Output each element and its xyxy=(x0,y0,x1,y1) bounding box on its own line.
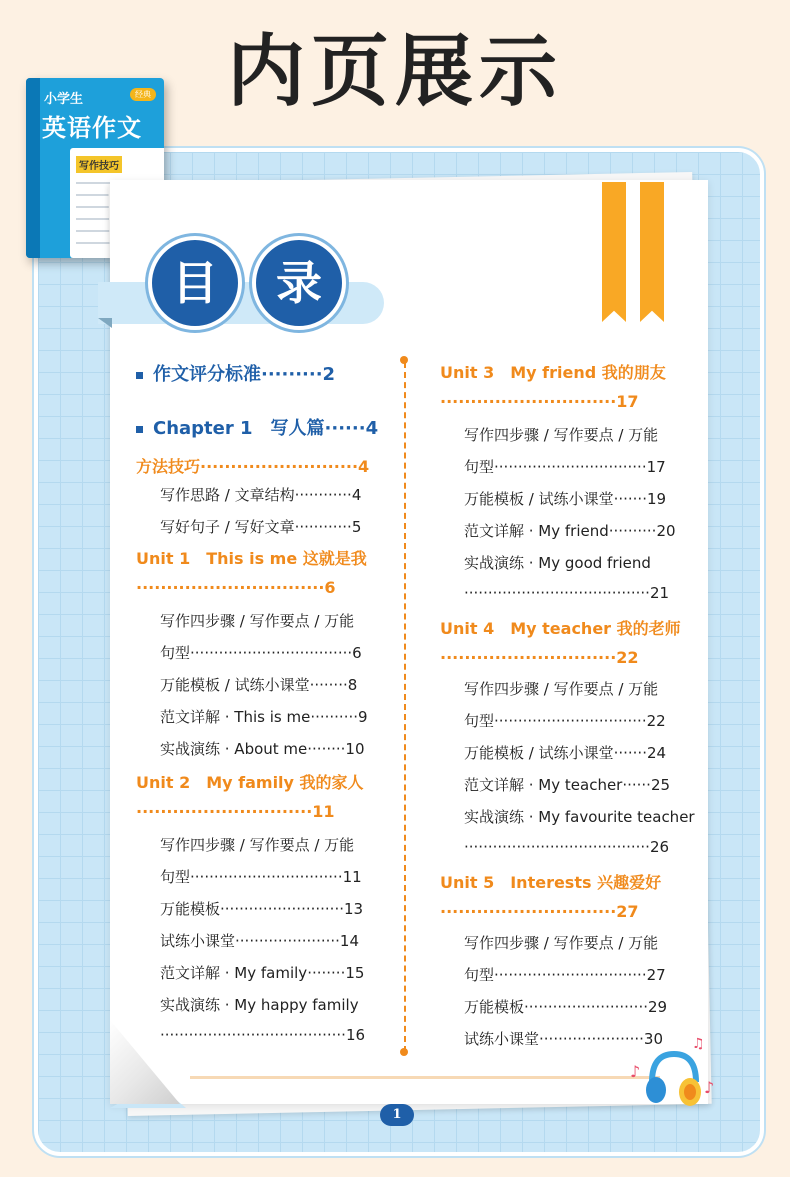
music-note-icon: ♪ xyxy=(630,1062,641,1081)
toc-page-number: 19 xyxy=(646,490,667,508)
toc-entry xyxy=(160,930,359,951)
toc-page-number: 11 xyxy=(342,868,362,886)
toc-entry xyxy=(464,774,670,795)
toc-page-number: 10 xyxy=(345,740,365,758)
toc-unit-heading xyxy=(440,870,661,893)
toc-entry-text: Unit 1 This is me 这就是我 xyxy=(136,549,367,568)
toc-page-number: 13 xyxy=(344,900,364,918)
toc-entry-text: 万能模板 / 试练小课堂 xyxy=(464,490,614,508)
toc-entry-text: Unit 5 Interests 兴趣爱好 xyxy=(440,873,662,892)
toc-chapter-heading xyxy=(136,360,335,386)
toc-entry xyxy=(464,742,666,763)
toc-page-number: 11 xyxy=(312,802,335,821)
toc-entry-text: 万能模板 / 试练小课堂 xyxy=(160,676,310,694)
toc-entry xyxy=(160,962,364,983)
toc-leader-dots: ······ xyxy=(622,776,651,794)
toc-entry-text: 写作四步骤 / 写作要点 / 万能 xyxy=(464,426,659,444)
toc-leader-dots: ·········· xyxy=(310,708,359,726)
toc-entry-text: 实战演练 · My happy family xyxy=(160,996,359,1014)
toc-entry-text: 写作思路 / 文章结构 xyxy=(160,486,295,504)
toc-leader-dots: ································ xyxy=(494,712,647,730)
toc-leader-dots: ·························· xyxy=(220,900,344,918)
toc-leader-dots: ······· xyxy=(613,744,647,762)
toc-entry xyxy=(160,866,362,887)
page-banner-title: 内页展示 xyxy=(226,27,563,117)
toc-leader-dots: ·························· xyxy=(524,998,648,1016)
toc-entry xyxy=(160,994,359,1015)
toc-unit-heading xyxy=(440,616,681,639)
toc-leader-dots: ································ xyxy=(190,868,343,886)
music-note-icon: ♫ xyxy=(692,1036,705,1052)
toc-entry xyxy=(160,1026,365,1044)
headphones-icon xyxy=(642,1046,702,1110)
toc-entry xyxy=(160,738,365,759)
toc-entry-text: Unit 4 My teacher 我的老师 xyxy=(440,619,681,638)
toc-page-number: 8 xyxy=(347,676,358,694)
toc-entry xyxy=(160,516,361,537)
toc-entry-text: 试练小课堂 xyxy=(160,932,236,950)
toc-leader-dots: ········ xyxy=(307,740,346,758)
book-label: 写作技巧 xyxy=(76,156,122,173)
toc-page-number: 9 xyxy=(358,708,368,726)
toc-page-number: 14 xyxy=(339,932,360,950)
book-badge: 经典 xyxy=(130,88,156,101)
toc-entry xyxy=(464,456,666,477)
toc-entry-text: Chapter 1 写人篇 xyxy=(153,418,325,439)
toc-page-number: 27 xyxy=(616,902,639,921)
toc-page-number: 17 xyxy=(646,458,666,476)
book-title-main: 英语作文 xyxy=(42,114,142,142)
toc-entry-text: Unit 2 My family 我的家人 xyxy=(136,773,364,792)
toc-entry xyxy=(160,674,357,695)
toc-leader-dots: ····························· xyxy=(440,392,617,411)
toc-leader-dots: ································ xyxy=(494,966,647,984)
toc-entry-text: 句型 xyxy=(464,966,495,984)
toc-leader-dots: ······································· xyxy=(464,584,650,602)
toc-leader-dots: ·································· xyxy=(190,644,353,662)
toc-entry-text: 实战演练 · My good friend xyxy=(464,554,651,572)
toc-leader-dots: ······························· xyxy=(136,578,325,597)
toc-entry-text: 试练小课堂 xyxy=(464,1030,540,1048)
toc-entry-text: 实战演练 · My favourite teacher xyxy=(464,808,695,826)
toc-page-number: 24 xyxy=(646,744,667,762)
toc-leader-dots: ······································· xyxy=(464,838,650,856)
toc-page-number: 20 xyxy=(656,522,676,540)
toc-leader-dots: ······· xyxy=(613,490,647,508)
toc-entry-text: 写好句子 / 写好文章 xyxy=(160,518,295,536)
toc-page-number: 21 xyxy=(649,584,670,602)
toc-page-number: 6 xyxy=(324,578,336,597)
bullet-square xyxy=(136,372,143,379)
toc-entry xyxy=(464,584,669,602)
bookmark-ribbon xyxy=(602,182,626,310)
toc-entry-text: 句型 xyxy=(160,644,191,662)
toc-unit-heading xyxy=(440,902,639,921)
toc-unit-heading xyxy=(440,648,639,667)
toc-entry xyxy=(464,964,666,985)
toc-entry xyxy=(464,488,666,509)
toc-page-number: 22 xyxy=(646,712,666,730)
toc-unit-heading xyxy=(136,546,367,569)
toc-entry-text: 方法技巧 xyxy=(136,457,201,476)
toc-leader-dots: ········ xyxy=(307,964,346,982)
toc-page-number: 30 xyxy=(643,1030,664,1048)
toc-page-number: 6 xyxy=(352,644,362,662)
toc-title-char: 录 xyxy=(252,236,346,330)
book-spine xyxy=(26,78,40,258)
toc-leader-dots: ······················ xyxy=(235,932,340,950)
toc-entry xyxy=(464,520,676,541)
music-note-icon: ♪ xyxy=(704,1078,715,1097)
toc-entry xyxy=(160,706,368,727)
toc-leader-dots: ·························· xyxy=(200,457,359,476)
toc-entry xyxy=(464,996,667,1017)
toc-entry-text: 句型 xyxy=(160,868,191,886)
toc-leader-dots: ································ xyxy=(494,458,647,476)
toc-entry-text: 句型 xyxy=(464,458,495,476)
toc-leader-dots: ······ xyxy=(324,418,366,439)
toc-unit-heading xyxy=(136,578,336,597)
toc-entry xyxy=(160,898,363,919)
toc-entry-text: 作文评分标准 xyxy=(153,364,261,385)
bullet-square xyxy=(136,426,143,433)
toc-leader-dots: ············ xyxy=(294,518,352,536)
toc-entry xyxy=(464,932,658,953)
toc-entry xyxy=(464,838,669,856)
toc-unit-heading xyxy=(136,770,364,793)
toc-entry xyxy=(464,710,666,731)
toc-leader-dots: ·········· xyxy=(608,522,657,540)
toc-entry xyxy=(464,806,695,827)
toc-title-char: 目 xyxy=(148,236,242,330)
toc-entry xyxy=(464,1028,663,1049)
toc-page-number: 16 xyxy=(345,1026,366,1044)
toc-leader-dots: ············ xyxy=(294,486,352,504)
toc-leader-dots: ····························· xyxy=(440,902,617,921)
toc-entry-text: 范文详解 · This is me xyxy=(160,708,311,726)
toc-page-number: 4 xyxy=(358,457,370,476)
toc-leader-dots: ····························· xyxy=(136,802,313,821)
toc-page-number: 22 xyxy=(616,648,639,667)
toc-entry xyxy=(160,610,354,631)
toc-entry-text: 实战演练 · About me xyxy=(160,740,308,758)
toc-unit-heading xyxy=(440,360,666,383)
toc-entry-text: 万能模板 xyxy=(464,998,525,1016)
toc-page-number: 26 xyxy=(649,838,670,856)
toc-entry xyxy=(160,484,361,505)
toc-entry-text: 范文详解 · My family xyxy=(160,964,308,982)
toc-page-number: 27 xyxy=(646,966,666,984)
toc-leader-dots: ····························· xyxy=(440,648,617,667)
toc-page-number: 2 xyxy=(322,364,336,385)
toc-unit-heading xyxy=(440,392,639,411)
book-title-top: 小学生 xyxy=(44,92,84,107)
toc-entry-text: 范文详解 · My friend xyxy=(464,522,609,540)
toc-page-number: 25 xyxy=(650,776,671,794)
toc-entry xyxy=(464,552,651,573)
toc-page-number: 4 xyxy=(351,486,362,504)
toc-entry xyxy=(464,678,658,699)
toc-entry-text: 万能模板 xyxy=(160,900,221,918)
toc-entry-text: 范文详解 · My teacher xyxy=(464,776,623,794)
toc-page-number: 4 xyxy=(365,418,379,439)
bookmark-ribbon xyxy=(640,182,664,310)
toc-entry-text: 句型 xyxy=(464,712,495,730)
toc-entry-text: 写作四步骤 / 写作要点 / 万能 xyxy=(160,612,355,630)
page-number: 1 xyxy=(380,1104,414,1126)
toc-leader-dots: ······················ xyxy=(539,1030,644,1048)
toc-unit-heading xyxy=(136,802,335,821)
toc-leader-dots: ········ xyxy=(309,676,348,694)
toc-page-number: 15 xyxy=(345,964,365,982)
toc-entry-text: 万能模板 / 试练小课堂 xyxy=(464,744,614,762)
paper-bottom-line xyxy=(190,1076,660,1079)
toc-entry xyxy=(464,424,658,445)
toc-leader-dots: ······································· xyxy=(160,1026,346,1044)
toc-entry xyxy=(160,834,354,855)
divider-dot xyxy=(400,356,408,364)
toc-entry-text: 写作四步骤 / 写作要点 / 万能 xyxy=(464,934,659,952)
column-divider xyxy=(404,362,406,1052)
toc-entry-text: Unit 3 My friend 我的朋友 xyxy=(440,363,666,382)
toc-page-number: 29 xyxy=(648,998,668,1016)
toc-leader-dots: ········· xyxy=(261,364,323,385)
toc-page-number: 17 xyxy=(616,392,639,411)
toc-entry-text: 写作四步骤 / 写作要点 / 万能 xyxy=(464,680,659,698)
toc-entry xyxy=(160,642,362,663)
toc-chapter-heading xyxy=(136,414,378,440)
toc-unit-heading xyxy=(136,454,369,477)
toc-page-number: 5 xyxy=(351,518,362,536)
divider-dot xyxy=(400,1048,408,1056)
toc-entry-text: 写作四步骤 / 写作要点 / 万能 xyxy=(160,836,355,854)
